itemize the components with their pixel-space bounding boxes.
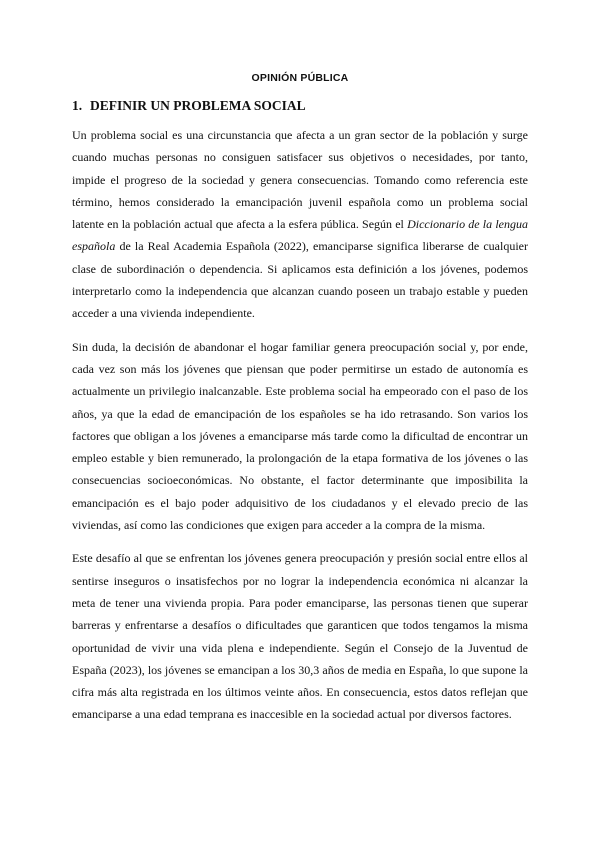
paragraph-2: Sin duda, la decisión de abandonar el hogar familiar genera preocupación social y, por ende, cada vez son más los jóvenes que piensan que poder permitirse un estado de autonomía es actualmente un privilegio inalcanzable. Este problema social ha empeorado con el paso de los años, ya que la edad de emancipación de los españoles se ha ido retrasando. Son varios los factores que obligan a los jóvenes a emanciparse más tarde como la dificultad de encontrar un empleo estable y bien remunerado, la prolongación de la etapa formativa de los jóvenes o las consecuencias socioeconómicas. No obstante, el factor determinante que imposibilita la emancipación es el bajo poder adquisitivo de los ciudadanos y el elevado precio de las viviendas, así como las condiciones que exigen para acceder a la compra de la misma. <box>72 339 528 533</box>
paragraph-1-text-start: Un problema social es una circunstancia que afecta a un gran sector de la población y surge cuando muchas personas no consiguen satisfacer sus objetivos o necesidades, por tanto, impide el progreso de la sociedad y genera consecuencias. Tomando como referencia este término, hemos considerado la emancipación juvenil española como un problema social latente en la población actual que afecta a la esfera pública. Según el <box>72 128 528 232</box>
paragraph-1-text-end: de la Real Academia Española (2022), emanciparse significa liberarse de cualquier clase de subordinación o dependencia. Si aplicamos esta definición a los jóvenes, podemos interpretarlo como la independencia que alcanzan cuando poseen un trabajo estable y pueden acceder a una vivienda independiente. <box>72 239 528 321</box>
section-heading-text: DEFINIR UN PROBLEMA SOCIAL <box>90 98 306 113</box>
document-title: OPINIÓN PÚBLICA <box>251 72 349 84</box>
section-heading <box>72 98 528 114</box>
section-number: 1. <box>72 98 83 113</box>
paragraph-3: Este desafío al que se enfrentan los jóvenes genera preocupación y presión social entre ellos al sentirse inseguros o insatisfechos por no lograr la independencia económica ni alcanzar la meta de tener una vivienda propia. Para poder emanciparse, las personas tienen que superar barreras y enfrentarse a desafíos o dificultades que garanticen que todos tengamos la misma oportunidad de vivir una vida plena e independiente. Según el Consejo de la Juventud de España (2023), los jóvenes se emancipan a los 30,3 años de media en España, lo que supone la cifra más alta registrada en los últimos veinte años. En consecuencia, estos datos reflejan que emanciparse a una edad temprana es inaccesible en la sociedad actual por diversos factores. <box>72 551 528 722</box>
dictionary-title: Diccionario de la lengua española <box>72 217 528 254</box>
paragraph-1 <box>72 124 528 325</box>
document-page <box>72 72 528 737</box>
